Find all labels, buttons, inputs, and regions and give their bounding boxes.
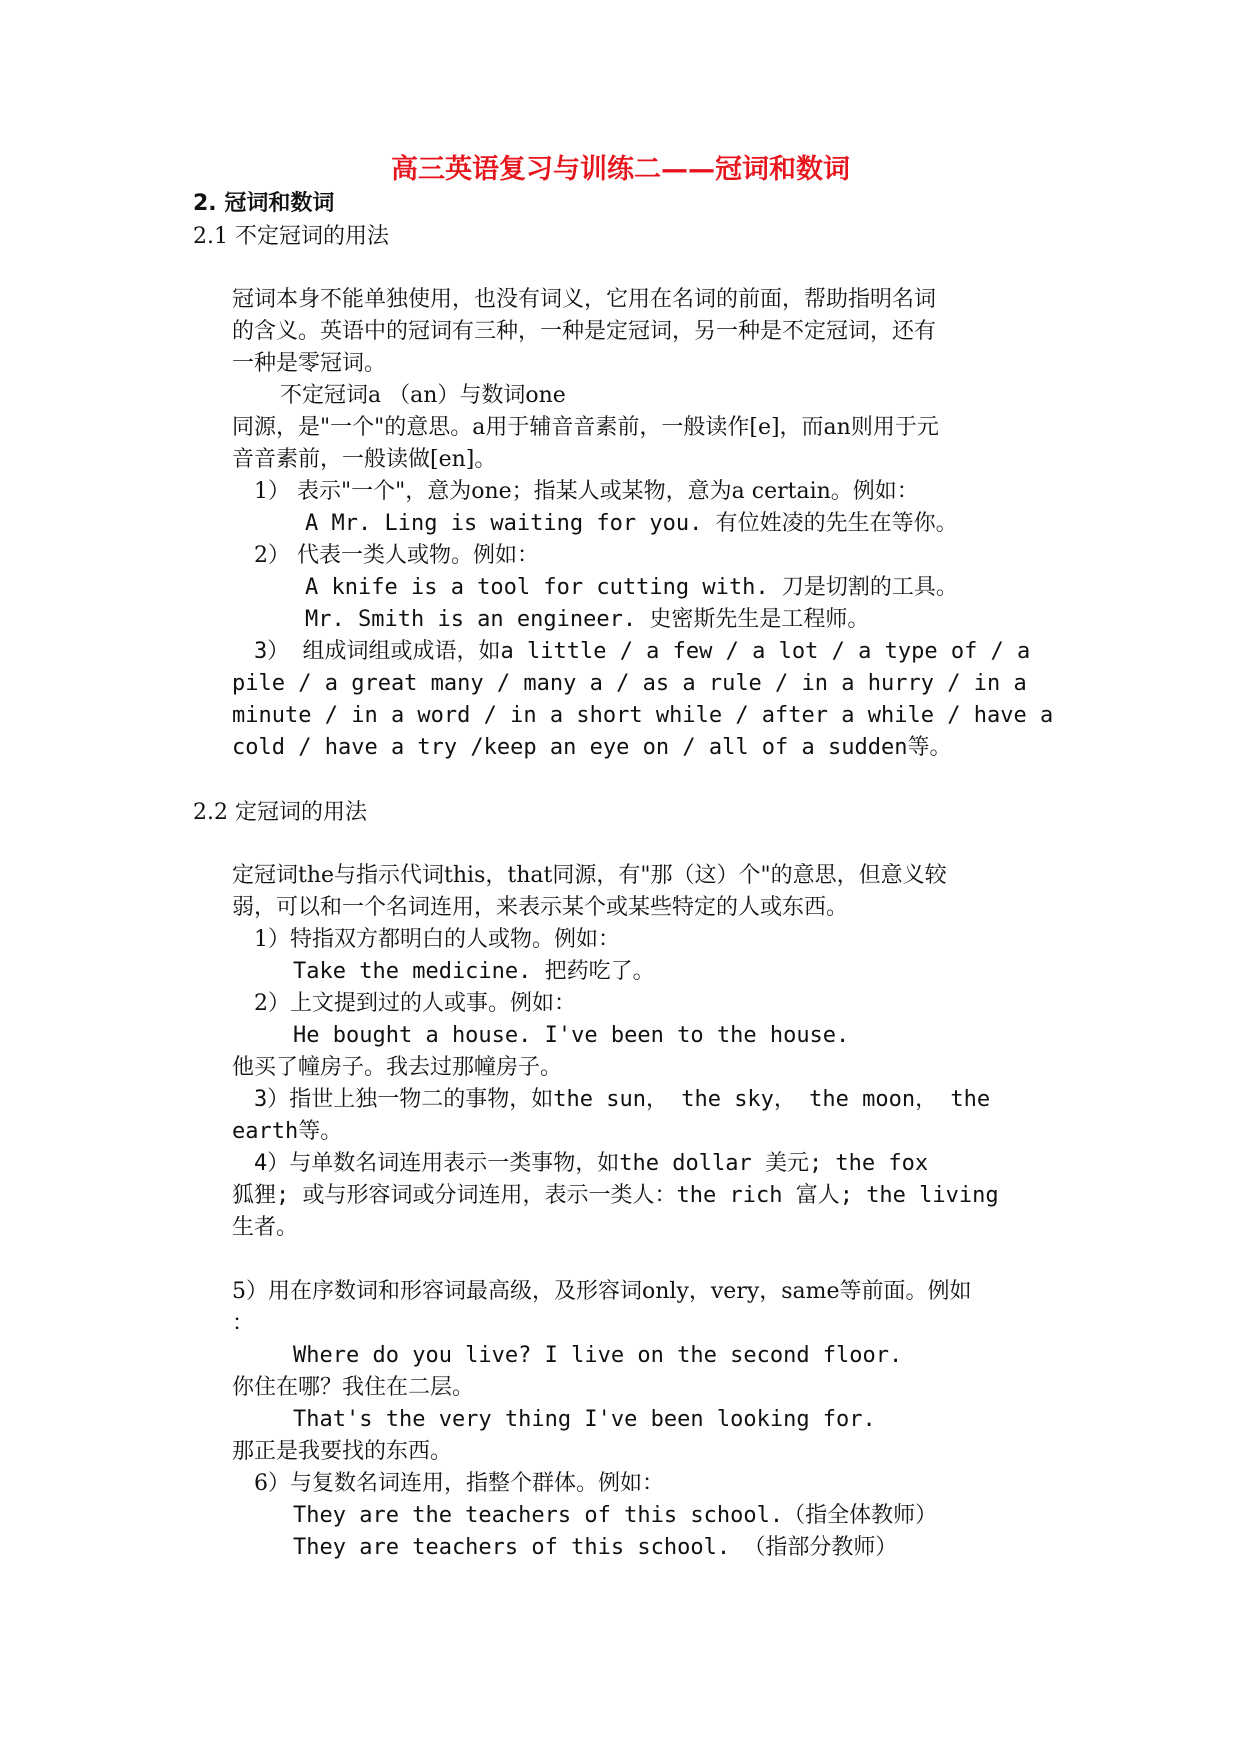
list-item: 3）指世上独一物二的事物，如the sun， the sky， the moon， the (254, 1087, 991, 1112)
paragraph-line: cold / have a try /keep an eye on / all of a sudden等。 (232, 735, 952, 760)
example-sentence: They are the teachers of this school.（指全体教师） (293, 1503, 938, 1528)
translation-line: 你住在哪？我住在二层。 (232, 1375, 475, 1400)
list-item: 2） 代表一类人或物。例如： (254, 543, 539, 568)
paragraph-line: 冠词本身不能单独使用，也没有词义，它用在名词的前面，帮助指明名词 (232, 287, 937, 312)
paragraph-line: 的含义。英语中的冠词有三种，一种是定冠词，另一种是不定冠词，还有 (232, 319, 937, 344)
paragraph-line: 生者。 (232, 1215, 299, 1240)
paragraph-line: 狐狸; 或与形容词或分词连用，表示一类人：the rich 富人; the living (232, 1183, 999, 1208)
paragraph-line: 一种是零冠词。 (232, 351, 387, 376)
example-sentence: That's the very thing I've been looking for. (293, 1407, 876, 1432)
list-item: 1）特指双方都明白的人或物。例如： (254, 927, 620, 952)
translation-line: 那正是我要找的东西。 (232, 1439, 453, 1464)
paragraph-line: 弱，可以和一个名词连用，来表示某个或某些特定的人或东西。 (232, 895, 849, 920)
paragraph-line: pile / a great many / many a / as a rule / in a hurry / in a (232, 671, 1027, 696)
paragraph-line: 不定冠词a （an）与数词one (280, 383, 566, 408)
paragraph-line: ： (232, 1311, 255, 1336)
paragraph-line: earth等。 (232, 1119, 343, 1144)
example-sentence: A knife is a tool for cutting with. 刀是切割的工具。 (305, 575, 958, 600)
example-sentence: He bought a house. I've been to the house. (293, 1023, 850, 1048)
list-item: 1） 表示"一个"，意为one；指某人或某物，意为a certain。例如： (254, 479, 919, 504)
list-item: 5）用在序数词和形容词最高级，及形容词only，very，same等前面。例如 (232, 1279, 972, 1304)
section-heading: 2.2 定冠词的用法 (193, 800, 367, 825)
paragraph-line: minute / in a word / in a short while / after a while / have a (232, 703, 1054, 728)
list-item: 2）上文提到过的人或事。例如： (254, 991, 576, 1016)
example-sentence: A Mr. Ling is waiting for you. 有位姓凌的先生在等你。 (305, 511, 958, 536)
example-sentence: They are teachers of this school. （指部分教师） (293, 1535, 898, 1560)
paragraph-line: 音音素前，一般读做[en]。 (232, 447, 497, 472)
main-heading: 2. 冠词和数词 (193, 191, 335, 216)
example-sentence: Where do you live? I live on the second floor. (293, 1343, 903, 1368)
example-sentence: Mr. Smith is an engineer. 史密斯先生是工程师。 (305, 607, 870, 632)
section-heading: 2.1 不定冠词的用法 (193, 224, 389, 249)
translation-line: 他买了幢房子。我去过那幢房子。 (232, 1055, 563, 1080)
paragraph-line: 定冠词the与指示代词this，that同源，有"那（这）个"的意思，但意义较 (232, 863, 947, 888)
list-item: 4）与单数名词连用表示一类事物，如the dollar 美元; the fox (254, 1151, 929, 1176)
list-item: 3） 组成词组或成语，如a little / a few / a lot / a type of / a (254, 639, 1031, 664)
paragraph-line: 同源，是"一个"的意思。a用于辅音音素前，一般读作[e]，而an则用于元 (232, 415, 939, 440)
example-sentence: Take the medicine. 把药吃了。 (293, 959, 655, 984)
document-title: 高三英语复习与训练二——冠词和数词 (391, 154, 850, 185)
list-item: 6）与复数名词连用，指整个群体。例如： (254, 1471, 664, 1496)
